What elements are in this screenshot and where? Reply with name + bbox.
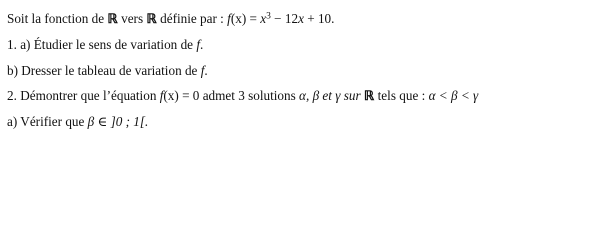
text: 1. a) Étudier le sens de variation de bbox=[7, 37, 197, 52]
real-set-symbol: ℝ bbox=[363, 88, 375, 103]
real-set-symbol: ℝ bbox=[107, 11, 118, 26]
math-f: f bbox=[196, 37, 200, 52]
math-solutions: α, β et γ sur bbox=[299, 88, 364, 103]
question-2 bbox=[7, 89, 478, 102]
text: . bbox=[204, 63, 208, 78]
text: définie par : bbox=[156, 11, 228, 26]
text: 2. Démontrer que l’équation bbox=[7, 88, 160, 103]
math-rest: − 12 bbox=[270, 11, 299, 26]
math-f: f bbox=[227, 11, 231, 26]
math-x: x bbox=[260, 11, 267, 26]
question-1a bbox=[7, 38, 203, 51]
question-1b bbox=[7, 64, 208, 77]
math-x: x bbox=[298, 11, 304, 26]
text: a) Vérifier que bbox=[7, 114, 88, 129]
math-f: f bbox=[200, 63, 205, 78]
function-definition-line bbox=[7, 12, 334, 25]
question-2a bbox=[7, 115, 148, 128]
math-tail: + 10. bbox=[303, 11, 335, 26]
real-set-symbol: ℝ bbox=[146, 11, 157, 26]
math-eq: = bbox=[246, 11, 261, 26]
text: Soit la fonction de bbox=[7, 11, 108, 26]
math-interval: β ∈ ]0 ; 1[. bbox=[87, 114, 149, 129]
text: admet 3 solutions bbox=[199, 88, 300, 103]
math-order: α < β < γ bbox=[428, 88, 479, 103]
math-arg: (x) bbox=[230, 11, 247, 26]
math-f: f bbox=[159, 88, 164, 103]
math-eq: (x) = 0 bbox=[163, 88, 200, 103]
text: vers bbox=[117, 11, 147, 26]
text: tels que : bbox=[374, 88, 429, 103]
text: . bbox=[200, 37, 204, 52]
math-exponent: 3 bbox=[266, 11, 271, 22]
text: b) Dresser le tableau de variation de bbox=[7, 63, 201, 78]
